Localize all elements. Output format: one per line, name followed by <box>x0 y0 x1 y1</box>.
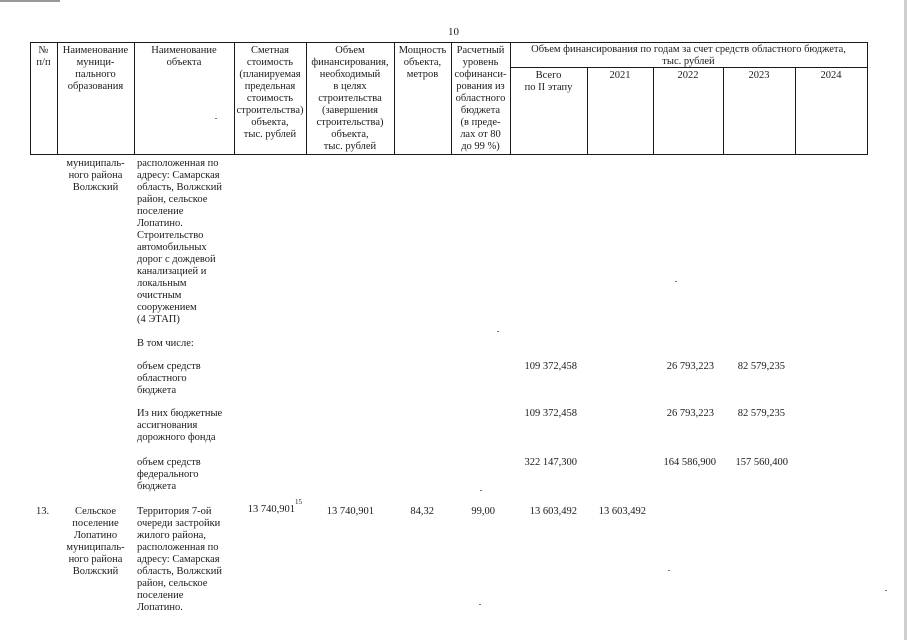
cont-object: расположенная по адресу: Самарская область, Волжский район, сельское поселение Лопатино. Строительство автомобильных дорог с дождевой канализацией и локальным очистным сооружением (4 ЭТАП) <box>137 158 222 325</box>
header-volume: Объем финансирования, необходимый в целях строительства (завершения строительства) объекта, тыс. рублей <box>311 45 389 152</box>
row-13-total: 13 603,492 <box>529 506 577 517</box>
row-13-number: 13. <box>36 506 50 517</box>
road-fund-2023: 82 579,235 <box>737 408 785 419</box>
row-13-estimate-value: 13 740,901 <box>247 504 295 515</box>
header-municipality: Наименование муници- пального образования <box>62 45 129 92</box>
row-13-object: Территория 7-ой очереди застройки жилого района, расположенная по адресу: Самарская область, Волжский район, сельское поселение Лопатино. <box>137 506 222 613</box>
regional-2023: 82 579,235 <box>737 361 785 372</box>
road-fund-total: 109 372,458 <box>524 408 577 419</box>
header-level: Расчетный уровень софинанси- рования из областного бюджета (в преде- лах от 80 до 99 %) <box>454 45 507 152</box>
regional-total: 109 372,458 <box>524 361 577 372</box>
header-object: Наименование объекта <box>151 45 217 68</box>
header-2022: 2022 <box>677 70 699 81</box>
page-number: 10 <box>448 26 459 38</box>
header-capacity: Мощность объекта, метров <box>398 45 447 80</box>
row-13-level: 99,00 <box>471 506 495 517</box>
road-fund-2022: 26 793,223 <box>666 408 714 419</box>
header-estimate: Сметная стоимость (планируемая предельная стоимость строительства) объекта, тыс. рублей <box>236 45 304 140</box>
row-13-municipality: Сельское поселение Лопатино муниципаль- ного района Волжский <box>66 506 125 577</box>
row-13-volume: 13 740,901 <box>326 506 374 517</box>
row-13-estimate <box>234 497 302 516</box>
regional-budget-label: объем средств областного бюджета <box>137 361 201 396</box>
road-fund-label: Из них бюджетные ассигнования дорожного фонда <box>137 408 223 443</box>
header-2023: 2023 <box>748 70 770 81</box>
regional-2022: 26 793,223 <box>666 361 714 372</box>
federal-total: 322 147,300 <box>524 457 577 468</box>
cont-municipality: муниципаль- ного района Волжский <box>66 158 125 193</box>
federal-2022: 164 586,900 <box>663 457 716 468</box>
federal-2023: 157 560,400 <box>735 457 788 468</box>
header-total: Всего по II этапу <box>524 70 573 93</box>
row-13-capacity: 84,32 <box>410 506 434 517</box>
header-funding-group: Объем финансирования по годам за счет средств областного бюджета, тыс. рублей <box>531 44 846 67</box>
in-that-label: В том числе: <box>137 338 194 349</box>
federal-budget-label: объем средств федерального бюджета <box>137 457 201 492</box>
header-2021: 2021 <box>609 70 631 81</box>
footnote-mark: 15 <box>295 497 302 506</box>
scan-edge-mark <box>0 0 60 2</box>
header-num: № п/п <box>36 45 51 68</box>
row-13-2021: 13 603,492 <box>598 506 646 517</box>
header-2024: 2024 <box>820 70 842 81</box>
